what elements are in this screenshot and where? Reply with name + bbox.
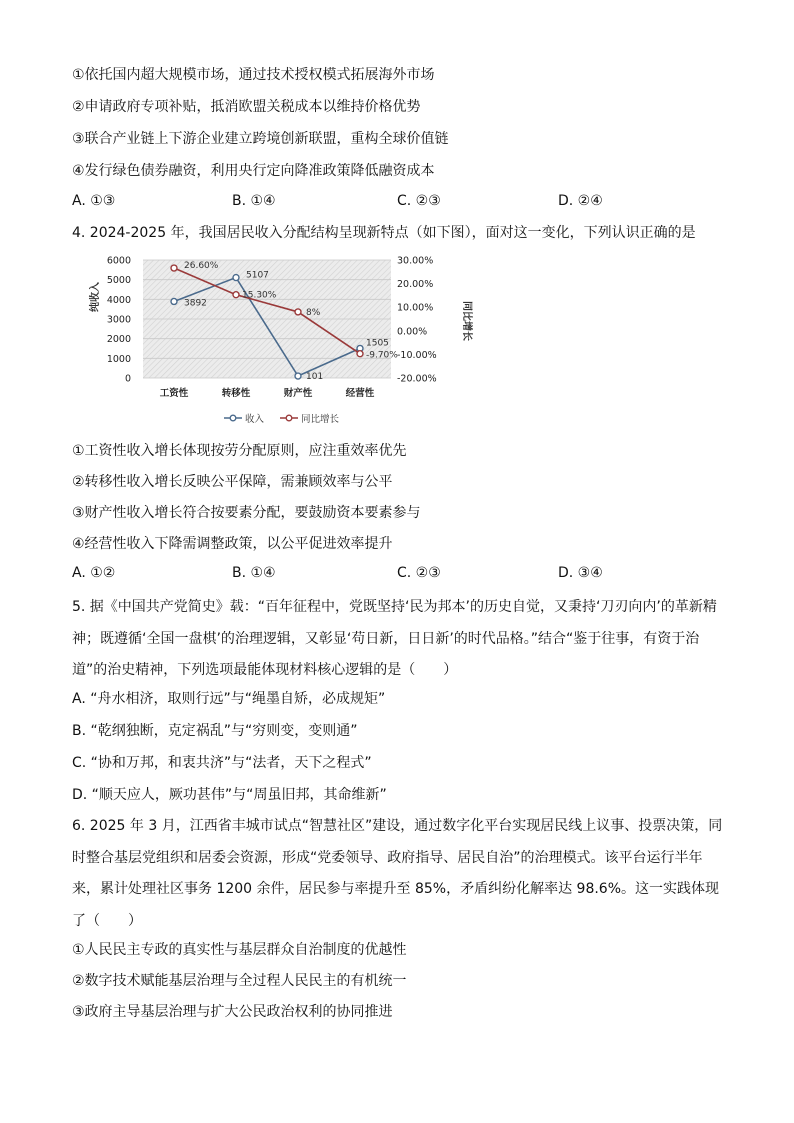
q6-stem: 6. 2025 年 3 月，江西省丰城市试点“智慧社区”建设，通过数字化平台实现居民线上议事、投票决策，同时整合基层党组织和居委会资源，形成“党委领导、政府指导、居民自治”的治理模式。该平台运行半年来，累计处理社区事务 1200 余件，居民参与率提升至 85%，矛盾纠纷化解率达 98.6%。这一实践体现了（ ） xyxy=(72,818,723,929)
data-point xyxy=(171,298,177,304)
q4-stem: 4. 2024-2025 年，我国居民收入分配结构呈现新特点（如下图），面对这一变化，下列认识正确的是 xyxy=(72,225,696,241)
left-axis-ticks xyxy=(107,256,131,385)
left-tick-label: 3000 xyxy=(106,314,131,326)
right-tick-label: -20.00% xyxy=(397,373,437,385)
q4-item-4: ④经营性收入下降需调整政策，以公平促进效率提升 xyxy=(72,536,393,552)
data-label: -9.70% xyxy=(366,350,398,361)
income-chart xyxy=(86,248,486,428)
right-tick-label: 10.00% xyxy=(397,302,434,314)
data-point xyxy=(233,275,239,281)
q3-item-2: ②申请政府专项补贴，抵消欧盟关税成本以维持价格优势 xyxy=(72,99,421,115)
right-tick-label: 30.00% xyxy=(397,255,434,267)
q3-option-d: D. ②④ xyxy=(558,193,603,209)
category-label: 工资性 xyxy=(159,388,189,399)
q5-option-d: D. “顺天应人，厥功甚伟”与“周虽旧邦，其命维新” xyxy=(72,787,387,803)
q4-option-d: D. ③④ xyxy=(558,565,603,581)
data-label: 8% xyxy=(306,307,321,318)
q5-option-c: C. “协和万邦，和衷共济”与“法者，天下之程式” xyxy=(72,755,372,771)
category-label: 转移性 xyxy=(221,388,251,399)
data-label: 26.60% xyxy=(184,261,219,272)
data-point xyxy=(233,292,239,298)
right-tick-label: 0.00% xyxy=(397,326,428,338)
q3-item-4: ④发行绿色债券融资，利用央行定向降准政策降低融资成本 xyxy=(72,163,435,179)
q3-option-b: B. ①④ xyxy=(232,193,276,209)
data-point xyxy=(171,265,177,271)
right-axis-label: 同比增长 xyxy=(461,301,472,341)
data-label: 5107 xyxy=(246,270,269,281)
legend-income: 收入 xyxy=(245,414,265,425)
q3-option-c: C. ②③ xyxy=(397,193,441,209)
q4-option-b: B. ①④ xyxy=(232,565,276,581)
right-axis-ticks xyxy=(397,256,437,385)
left-tick-label: 6000 xyxy=(106,255,131,267)
q3-item-1: ①依托国内超大规模市场，通过技术授权模式拓展海外市场 xyxy=(72,67,435,83)
legend-growth: 同比增长 xyxy=(301,414,340,425)
data-label: 15.30% xyxy=(242,290,277,301)
q4-item-1: ①工资性收入增长体现按劳分配原则，应注重效率优先 xyxy=(72,443,407,459)
left-tick-label: 0 xyxy=(124,373,131,385)
category-label: 经营性 xyxy=(345,388,375,399)
q6-item-2: ②数字技术赋能基层治理与全过程人民民主的有机统一 xyxy=(72,973,407,989)
q4-options xyxy=(72,565,722,585)
q4-item-3: ③财产性收入增长符合按要素分配，要鼓励资本要素参与 xyxy=(72,505,421,521)
q6-item-1: ①人民民主专政的真实性与基层群众自治制度的优越性 xyxy=(72,942,407,958)
left-tick-label: 2000 xyxy=(106,334,131,346)
left-tick-label: 4000 xyxy=(106,294,131,306)
q4-option-c: C. ②③ xyxy=(397,565,441,581)
right-tick-label: 20.00% xyxy=(397,279,434,291)
q3-options xyxy=(72,193,722,213)
q6-item-3: ③政府主导基层治理与扩大公民政治权利的协同推进 xyxy=(72,1004,393,1020)
q4-item-2: ②转移性收入增长反映公平保障，需兼顾效率与公平 xyxy=(72,474,393,490)
q5-stem: 5. 据《中国共产党简史》载：“百年征程中，党既坚持‘民为邦本’的历史自觉，又秉持‘刀刃向内’的革新精神；既遵循‘全国一盘棋’的治理逻辑，又彰显‘苟日新，日日新’的时代品格。”结合“鉴于往事，有资于治道”的治史精神，下列选项最能体现材料核心逻辑的是（ ） xyxy=(72,599,717,678)
q5-option-b: B. “乾纲独断，克定祸乱”与“穷则变，变则通” xyxy=(72,723,358,739)
left-tick-label: 1000 xyxy=(106,353,131,365)
category-axis-ticks xyxy=(160,387,375,399)
q3-item-3: ③联合产业链上下游企业建立跨境创新联盟，重构全球价值链 xyxy=(72,131,449,147)
data-label: 101 xyxy=(306,372,324,383)
data-point xyxy=(295,373,301,379)
data-label: 1505 xyxy=(366,338,389,349)
data-point xyxy=(295,309,301,315)
legend xyxy=(224,413,340,425)
q4-option-a: A. ①② xyxy=(72,565,116,581)
q3-option-a: A. ①③ xyxy=(72,193,116,209)
category-label: 财产性 xyxy=(283,388,313,399)
left-axis-label: 纯收入 xyxy=(90,282,101,312)
right-tick-label: -10.00% xyxy=(397,349,437,361)
q5-option-a: A. “舟水相济，取则行远”与“绳墨自矫，必成规矩” xyxy=(72,691,386,707)
data-point xyxy=(357,351,363,357)
left-tick-label: 5000 xyxy=(106,275,131,287)
data-label: 3892 xyxy=(184,298,207,309)
